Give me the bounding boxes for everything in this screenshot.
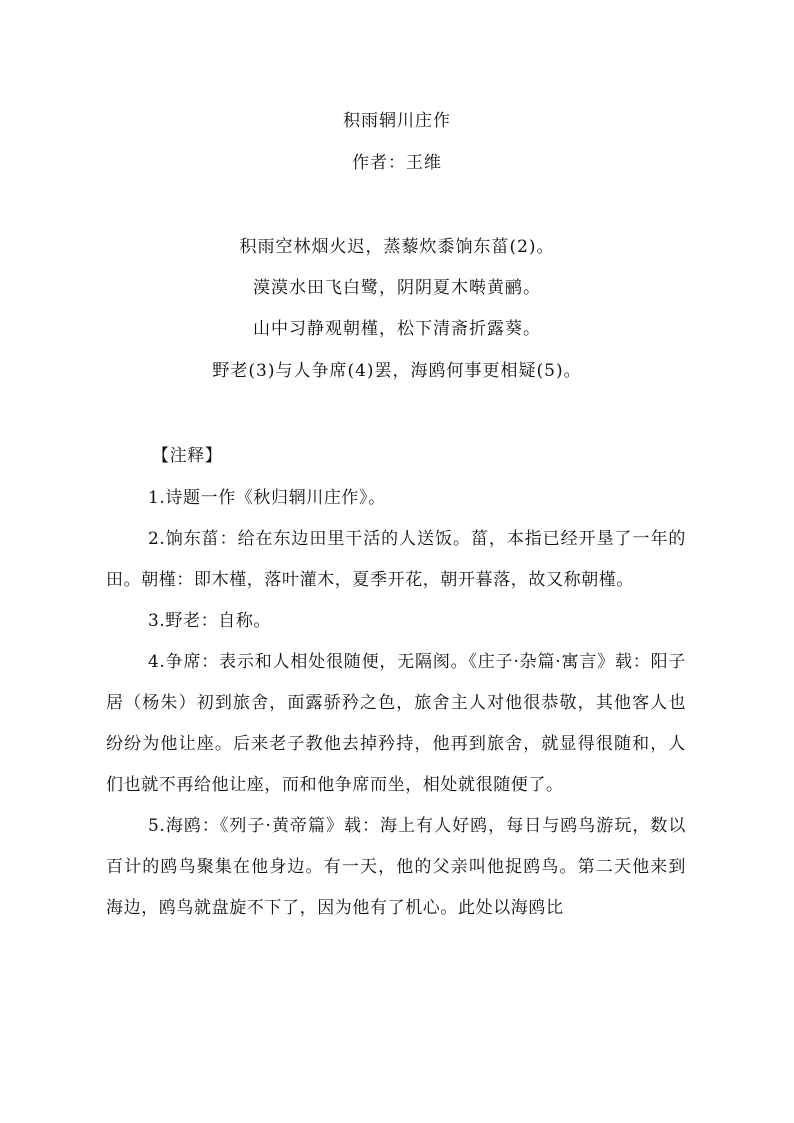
poem-line: 积雨空林烟火迟，蒸藜炊黍饷东菑(2)。 [239,237,555,257]
poem-author: 作者：王维 [352,153,442,173]
note-item: 1.诗题一作《秋归辋川庄作》。 [148,488,386,508]
note-item: 2.饷东菑：给在东边田里干活的人送饭。菑，本指已经开垦了一年的田。朝槿：即木槿，落叶灌木，夏季开花，朝开暮落，故又称朝槿。 [106,529,686,590]
poem-line: 野老(3)与人争席(4)罢，海鸥何事更相疑(5)。 [212,361,582,381]
note-item: 4.争席：表示和人相处很随便，无隔阂。《庄子·杂篇·寓言》载：阳子居（杨朱）初到旅舍，面露骄矜之色，旅舍主人对他很恭敬，其他客人也纷纷为他让座。后来老子教他去掉矜持，他再到旅舍，就显得很随和，人们也就不再给他让座，而和他争席而坐，相处就很随便了。 [106,652,686,795]
note-item: 3.野老：自称。 [148,611,272,631]
notes-heading: 【注释】 [152,446,223,466]
poem-line: 漠漠水田飞白鹭，阴阴夏木啭黄鹂。 [253,278,541,298]
poem-line: 山中习静观朝槿，松下清斋折露葵。 [253,319,541,339]
note-item: 5.海鸥：《列子·黄帝篇》载：海上有人好鸥，每日与鸥鸟游玩，数以百计的鸥鸟聚集在他身边。有一天，他的父亲叫他捉鸥鸟。第二天他来到海边，鸥鸟就盘旋不下了，因为他有了机心。此处以海鸥比 [106,816,686,918]
poem-title: 积雨辋川庄作 [343,111,451,131]
notes-section [106,436,686,929]
